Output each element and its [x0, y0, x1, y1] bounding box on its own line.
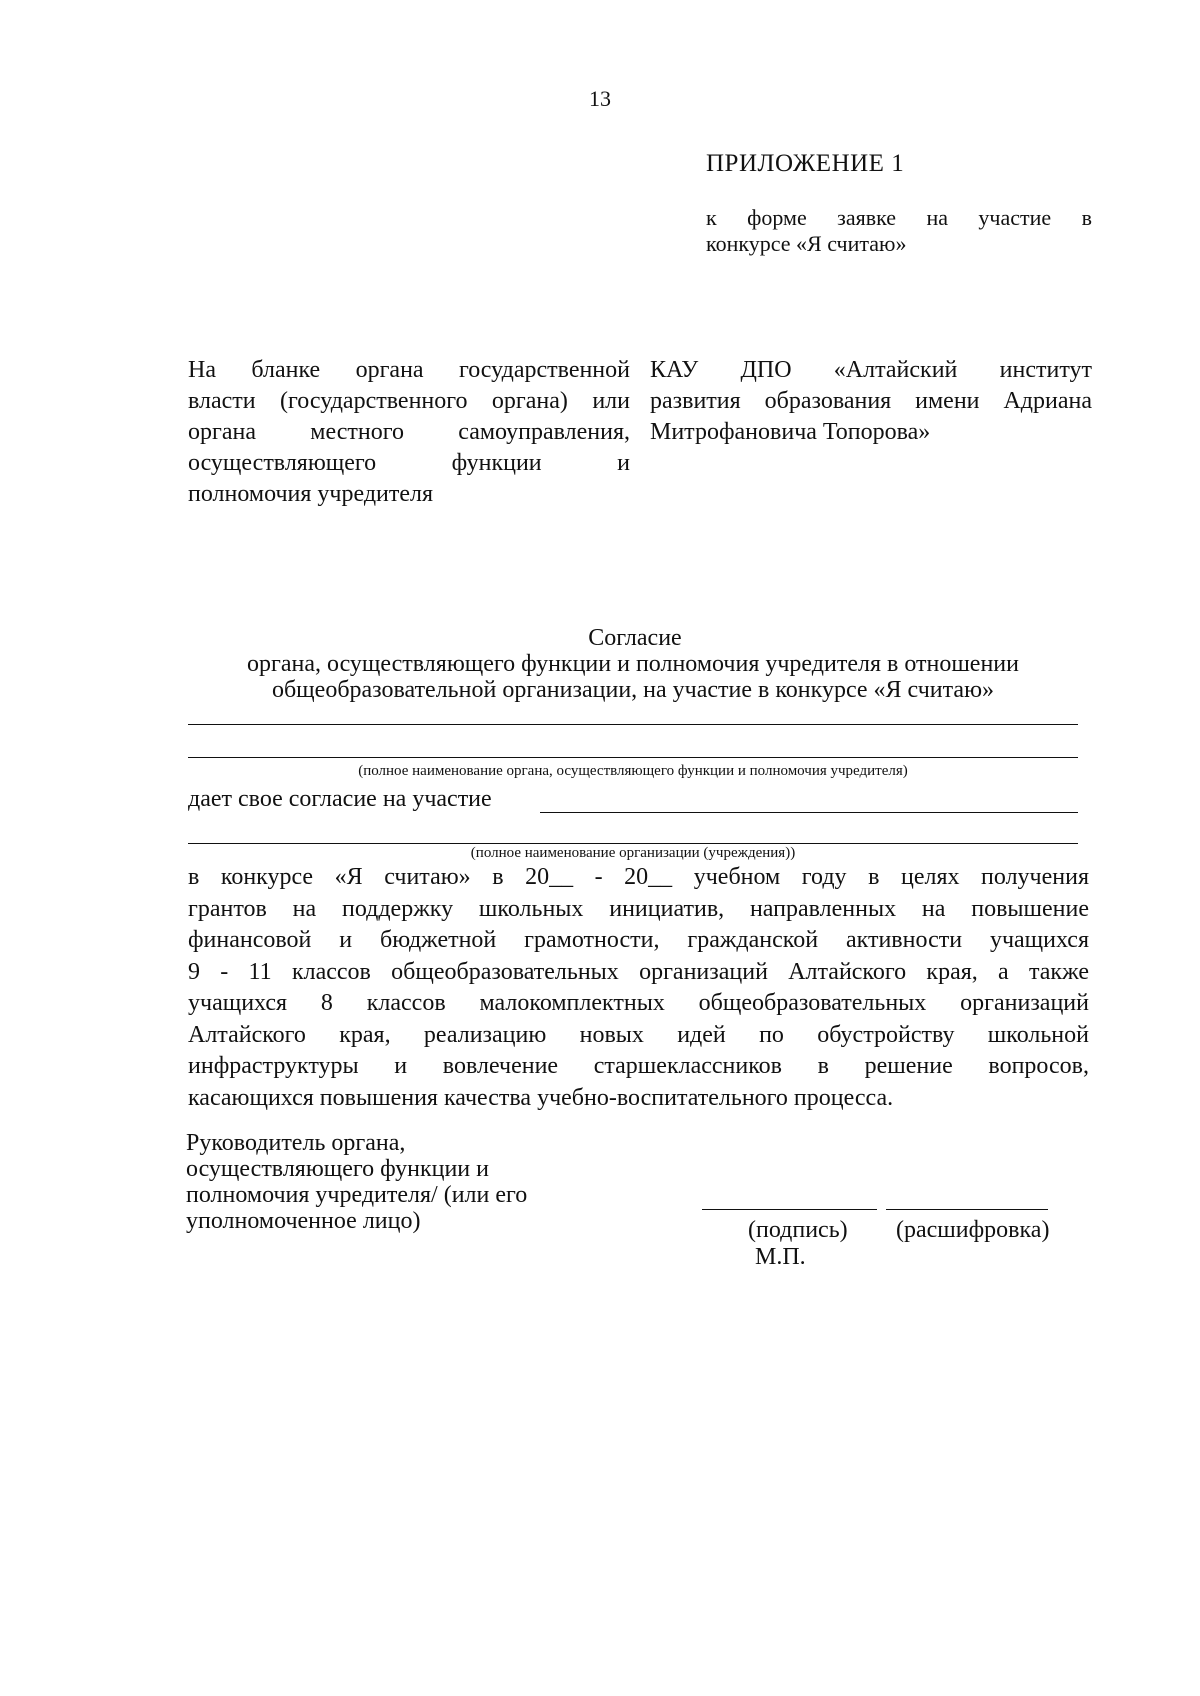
letterhead-note-line: органа местного самоуправления, — [188, 419, 630, 445]
body-name-blank-line[interactable] — [188, 757, 1078, 758]
addressee-line: КАУ ДПО «Алтайский институт — [650, 357, 1092, 383]
signatory-title-line: осуществляющего функции и — [186, 1156, 489, 1182]
stamp-label: М.П. — [755, 1244, 806, 1270]
gives-consent-text: дает свое согласие на участие — [188, 786, 492, 812]
appendix-subtitle-line: конкурсе «Я считаю» — [706, 231, 907, 256]
consent-body-line: инфраструктуры и вовлечение старшеклассников в решение вопросов, — [188, 1053, 1089, 1079]
signature-blank-line[interactable] — [702, 1209, 877, 1210]
consent-heading-line: общеобразовательной организации, на участие в конкурсе «Я считаю» — [271, 677, 995, 703]
signatory-title-line: уполномоченное лицо) — [186, 1208, 421, 1234]
consent-body-line: касающихся повышения качества учебно-воспитательного процесса. — [188, 1084, 894, 1111]
consent-body-line: 9 - 11 классов общеобразовательных организаций Алтайского края, а также — [188, 958, 1089, 985]
body-name-blank-line[interactable] — [188, 724, 1078, 725]
consent-body-line: в конкурсе «Я считаю» в 20__ - 20__ учебном году в целях получения — [188, 864, 1089, 890]
appendix-subtitle-line: к форме заявке на участие в — [706, 205, 1092, 230]
organization-caption: (полное наименование организации (учреждения)) — [470, 845, 796, 861]
letterhead-note-line: На бланке органа государственной — [188, 357, 630, 383]
consent-title: Согласие — [588, 625, 682, 651]
letterhead-note-line: полномочия учредителя — [188, 481, 434, 507]
consent-heading-line: органа, осуществляющего функции и полномочия учредителя в отношении — [246, 651, 1019, 677]
decoding-blank-line[interactable] — [886, 1209, 1048, 1210]
consent-body — [188, 862, 1089, 1114]
addressee-line: развития образования имени Адриана — [650, 388, 1092, 414]
letterhead-note — [188, 355, 630, 510]
consent-body-line: учащихся 8 классов малокомплектных общеобразовательных организаций — [188, 990, 1089, 1016]
consent-body-line: Алтайского края, реализацию новых идей по обустройству школьной — [188, 1021, 1089, 1048]
letterhead-note-line: власти (государственного органа) или — [188, 388, 630, 414]
appendix-title: ПРИЛОЖЕНИЕ 1 — [706, 150, 905, 177]
addressee-line: Митрофановича Топорова» — [650, 419, 931, 445]
appendix-subtitle — [706, 205, 1092, 257]
addressee-block — [650, 355, 1092, 448]
signatory-title — [186, 1130, 527, 1234]
organization-blank-line[interactable] — [540, 812, 1078, 813]
page-number: 13 — [589, 86, 611, 111]
letterhead-note-line: осуществляющего функции и — [188, 450, 630, 476]
signatory-title-line: Руководитель органа, — [186, 1130, 406, 1156]
signatory-title-line: полномочия учредителя/ (или его — [186, 1182, 528, 1208]
body-name-caption: (полное наименование органа, осуществляющего функции и полномочия учредителя) — [358, 763, 908, 779]
organization-blank-line[interactable] — [188, 843, 1078, 844]
consent-body-line: грантов на поддержку школьных инициатив, направленных на повышение — [188, 895, 1089, 922]
consent-body-line: финансовой и бюджетной грамотности, гражданской активности учащихся — [188, 927, 1089, 953]
consent-heading — [188, 651, 1078, 703]
signature-label: (подпись) — [748, 1217, 848, 1243]
decoding-label: (расшифровка) — [896, 1217, 1050, 1243]
